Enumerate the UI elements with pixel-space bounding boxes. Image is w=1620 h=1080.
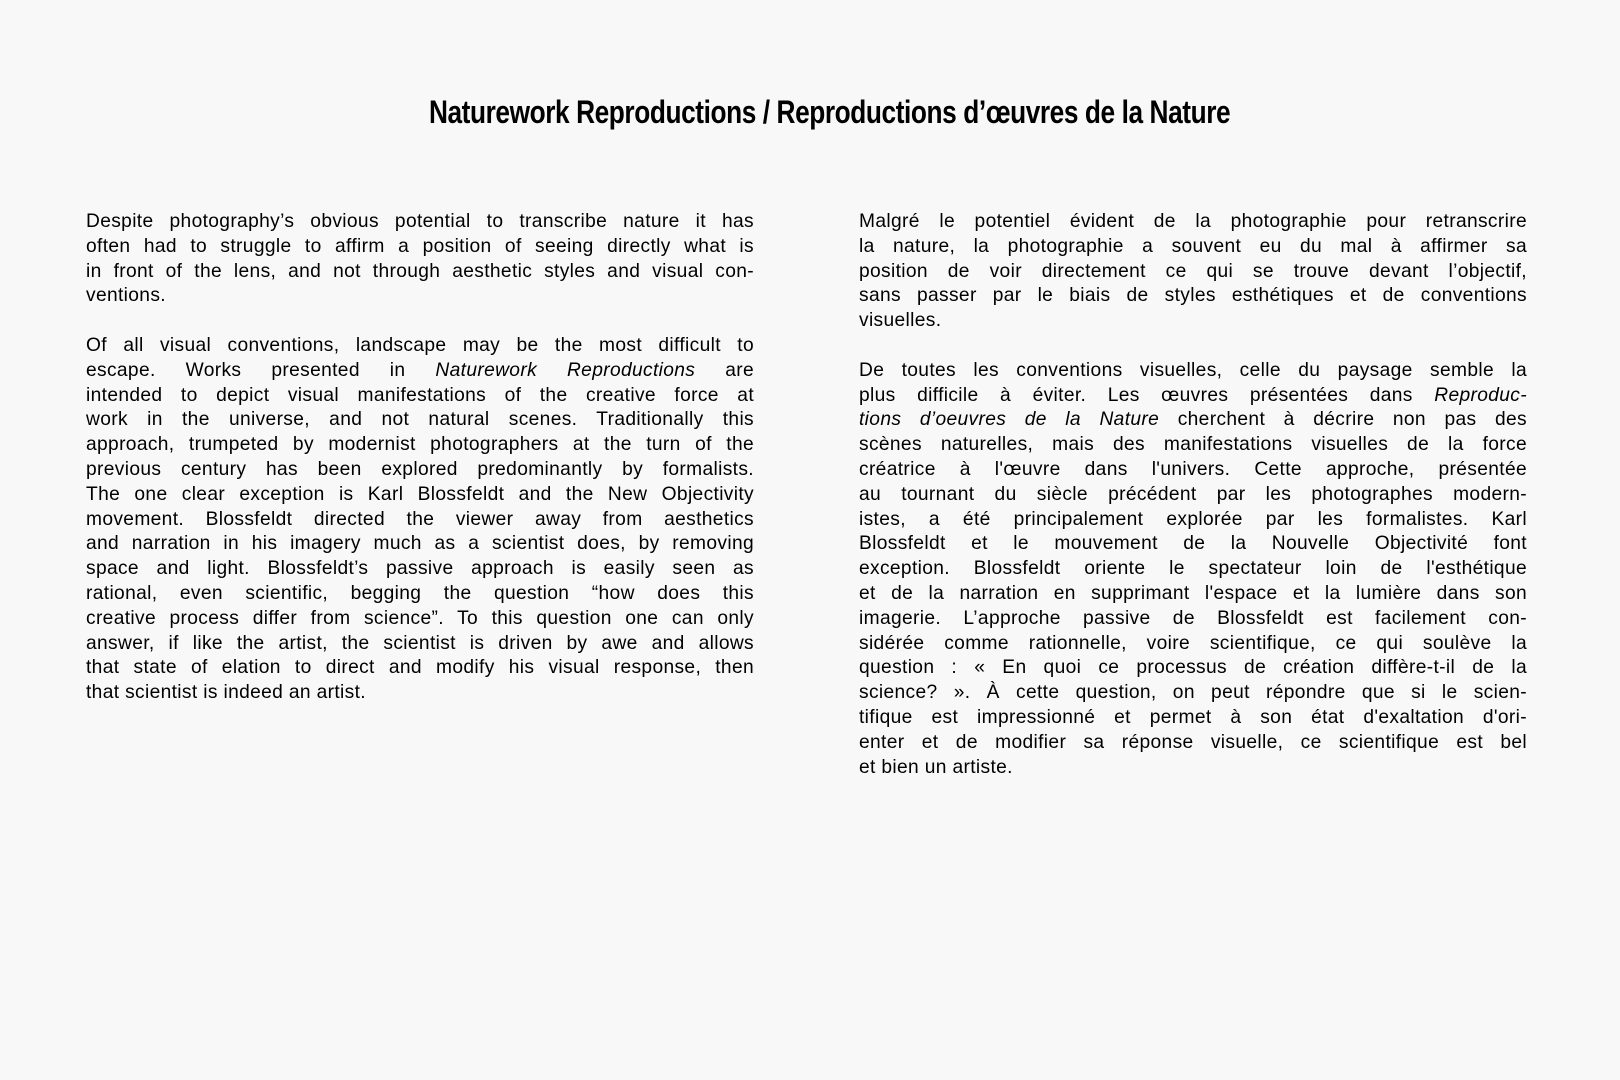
text-segment: sidérée comme rationnelle, voire scientifique, ce qui soulève la xyxy=(859,632,1527,654)
text-segment: position de voir directement ce qui se trouve devant l’objectif, xyxy=(859,260,1527,282)
text-line xyxy=(859,706,1527,731)
text-line xyxy=(86,210,754,235)
text-segment: créatrice à l'œuvre dans l'univers. Cette approche, présentée xyxy=(859,458,1527,480)
text-line xyxy=(86,433,754,458)
text-line xyxy=(86,260,754,285)
text-segment: that scientist is indeed an artist. xyxy=(86,682,366,704)
text-line xyxy=(859,656,1527,681)
text-line xyxy=(859,508,1527,533)
text-line xyxy=(859,756,1527,781)
text-segment: Of all visual conventions, landscape may be the most difficult to xyxy=(86,334,754,356)
english-paragraph xyxy=(86,334,754,706)
text-line xyxy=(86,656,754,681)
text-line xyxy=(86,532,754,557)
text-line xyxy=(859,458,1527,483)
text-line xyxy=(859,408,1527,433)
text-segment: escape. Works presented in xyxy=(86,359,436,381)
text-line xyxy=(859,557,1527,582)
text-line xyxy=(859,309,1527,334)
text-line xyxy=(86,483,754,508)
text-segment: intended to depict visual manifestations of the creative force at xyxy=(86,384,754,406)
text-segment: often had to struggle to affirm a position of seeing directly what is xyxy=(86,235,754,257)
text-line xyxy=(859,532,1527,557)
text-line xyxy=(859,210,1527,235)
text-segment: Malgré le potentiel évident de la photographie pour retranscrire xyxy=(859,211,1527,232)
text-segment: previous century has been explored predominantly by formalists. xyxy=(86,458,754,480)
italic-title-text: Reproduc- xyxy=(1434,384,1527,406)
text-segment: exception. Blossfeldt oriente le spectateur loin de l'esthétique xyxy=(859,558,1527,580)
text-segment: scènes naturelles, mais des manifestations visuelles de la force xyxy=(859,434,1527,456)
text-segment: answer, if like the artist, the scientist is driven by awe and allows xyxy=(86,632,754,654)
text-segment: space and light. Blossfeldt’s passive approach is easily seen as xyxy=(86,558,754,580)
text-segment: that state of elation to direct and modify his visual response, then xyxy=(86,657,754,679)
text-line xyxy=(86,284,754,309)
text-line xyxy=(86,557,754,582)
french-paragraph xyxy=(859,359,1527,781)
text-segment: creative process differ from science”. To this question one can only xyxy=(86,607,754,629)
text-segment: and narration in his imagery much as a scientist does, by removing xyxy=(86,533,754,555)
text-line xyxy=(859,433,1527,458)
text-line xyxy=(859,359,1527,384)
text-line xyxy=(86,632,754,657)
french-column xyxy=(859,210,1527,805)
text-segment: sans passer par le biais de styles esthétiques et de conventions xyxy=(859,285,1527,307)
text-line xyxy=(859,235,1527,260)
text-line xyxy=(86,384,754,409)
text-line xyxy=(86,582,754,607)
text-line xyxy=(86,508,754,533)
text-segment: plus difficile à éviter. Les œuvres présentées dans xyxy=(859,384,1435,406)
english-paragraph xyxy=(86,210,754,309)
text-line xyxy=(859,284,1527,309)
page-title-text: Naturework Reproductions / Reproductions d’œuvres de la Nature xyxy=(429,94,1231,130)
italic-title-text: tions d’oeuvres de la Nature xyxy=(859,409,1160,431)
text-line xyxy=(86,235,754,260)
text-segment: question : « En quoi ce processus de création diffère-t-il de la xyxy=(859,657,1527,679)
text-line xyxy=(859,582,1527,607)
text-line xyxy=(859,384,1527,409)
text-segment: la nature, la photographie a souvent eu du mal à affirmer sa xyxy=(859,235,1527,257)
text-segment: istes, a été principalement explorée par les formalistes. Karl xyxy=(859,508,1527,530)
text-segment: De toutes les conventions visuelles, celle du paysage semble la xyxy=(859,359,1527,381)
text-segment: et de la narration en supprimant l'espace et la lumière dans son xyxy=(859,582,1527,604)
page-title xyxy=(0,92,1620,132)
text-segment: approach, trumpeted by modernist photographers at the turn of the xyxy=(86,434,754,456)
text-segment: movement. Blossfeldt directed the viewer away from aesthetics xyxy=(86,508,754,530)
text-segment: The one clear exception is Karl Blossfeldt and the New Objectivity xyxy=(86,483,754,505)
text-line xyxy=(859,483,1527,508)
text-segment: ventions. xyxy=(86,285,166,307)
text-line xyxy=(859,731,1527,756)
text-line xyxy=(86,359,754,384)
french-paragraph xyxy=(859,210,1527,334)
text-segment: au tournant du siècle précédent par les photographes modern- xyxy=(859,483,1527,505)
text-line xyxy=(86,408,754,433)
text-segment: work in the universe, and not natural scenes. Traditionally this xyxy=(86,409,754,431)
text-segment: visuelles. xyxy=(859,310,942,332)
text-segment: enter et de modifier sa réponse visuelle, ce scientifique est bel xyxy=(859,731,1527,753)
text-line xyxy=(86,458,754,483)
italic-title-text: Naturework Reproductions xyxy=(435,359,696,381)
text-line xyxy=(859,607,1527,632)
text-segment: Blossfeldt et le mouvement de la Nouvelle Objectivité font xyxy=(859,533,1527,555)
text-line xyxy=(859,260,1527,285)
text-segment: are xyxy=(695,359,754,381)
text-line xyxy=(86,681,754,706)
text-segment: in front of the lens, and not through aesthetic styles and visual con- xyxy=(86,260,754,282)
text-segment: imagerie. L’approche passive de Blossfeldt est facilement con- xyxy=(859,607,1527,629)
english-column xyxy=(86,210,754,731)
text-segment: Despite photography’s obvious potential to transcribe nature it has xyxy=(86,211,754,232)
text-line xyxy=(859,632,1527,657)
text-line xyxy=(86,607,754,632)
text-segment: cherchent à décrire non pas des xyxy=(1159,409,1528,431)
text-segment: et bien un artiste. xyxy=(859,756,1013,778)
text-line xyxy=(859,681,1527,706)
text-segment: tifique est impressionné et permet à son état d'exaltation d'ori- xyxy=(859,706,1527,728)
text-segment: science? ». À cette question, on peut répondre que si le scien- xyxy=(859,682,1527,704)
text-line xyxy=(86,334,754,359)
text-segment: rational, even scientific, begging the question “how does this xyxy=(86,582,754,604)
